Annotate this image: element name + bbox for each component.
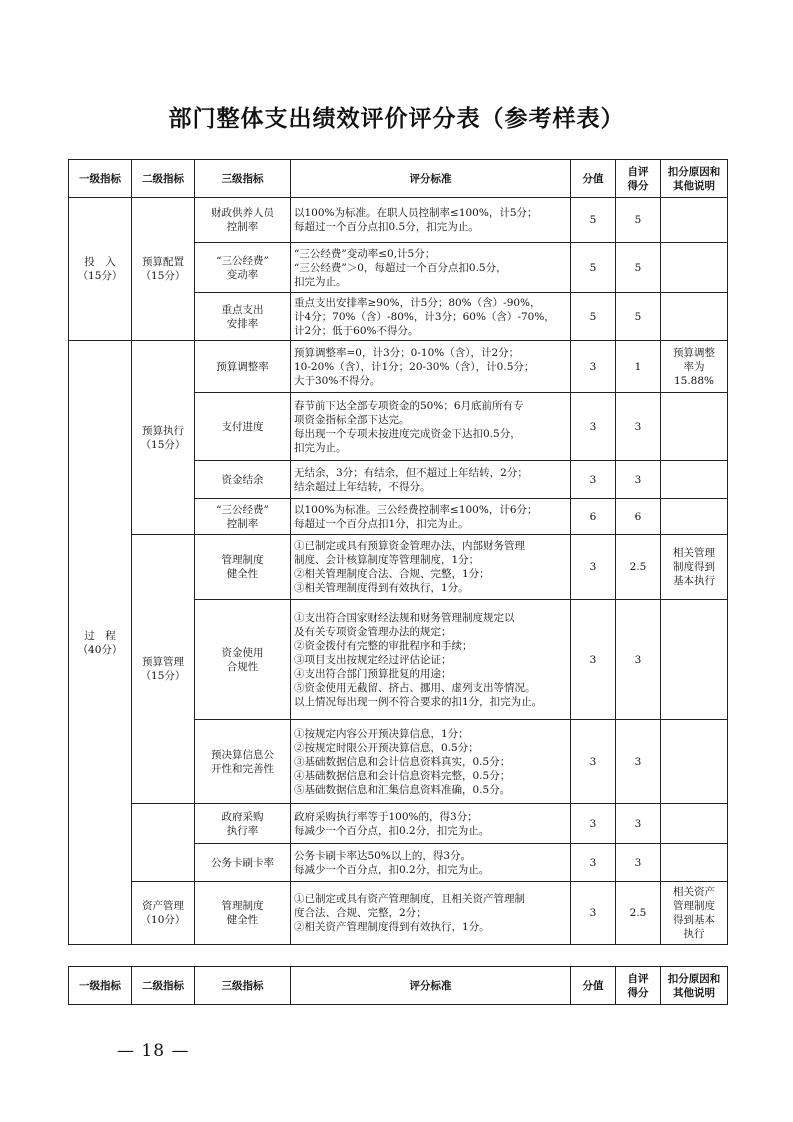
- text-line: （40分）: [77, 643, 123, 656]
- text-line: 扣完为止。: [294, 275, 347, 288]
- header-criteria: 评分标准: [291, 160, 571, 198]
- self-score: 3: [616, 600, 661, 720]
- table-header-row: [69, 160, 728, 198]
- scoring-criteria: [291, 341, 571, 393]
- scoring-criteria: [291, 243, 571, 293]
- text-line: ④支出符合部门预算批复的用途；: [294, 667, 452, 680]
- text-line: 资金结余: [221, 473, 264, 486]
- text-line: 相关资产: [673, 886, 715, 898]
- text-line: 预算调整率: [216, 360, 269, 373]
- text-line: （10分）: [140, 914, 186, 926]
- header-criteria: 评分标准: [291, 967, 571, 1005]
- text-line: ②按规定时限公开预决算信息，0.5分；: [294, 741, 479, 754]
- text-line: 资产管理: [142, 900, 184, 912]
- header-level2: 二级指标: [132, 160, 195, 198]
- score-value: 6: [571, 499, 616, 535]
- reason-note: [661, 341, 728, 393]
- header-level2: 二级指标: [132, 967, 195, 1005]
- self-score: 1: [616, 341, 661, 393]
- table-row: [69, 535, 728, 600]
- indicator-name: [195, 535, 291, 600]
- text-line: 公务卡刷卡率: [211, 856, 274, 869]
- text-line: ①支出符合国家财经法规和财务管理制度规定以: [294, 611, 515, 624]
- text-line: 以100%为标准。在职人员控制率≤100%，计5分；: [294, 207, 538, 219]
- blank-group-cell: [132, 844, 195, 882]
- indicator-name: [195, 198, 291, 243]
- text-line: 预算配置: [142, 256, 184, 268]
- text-line: ①已制定或具有预算资金管理办法，内部财务管理: [294, 540, 525, 552]
- header-reason: [661, 160, 728, 198]
- scoring-criteria: [291, 293, 571, 341]
- text-line: 重点支出安排率≥90%，计5分；80%（含）-90%，: [294, 296, 541, 309]
- text-line: 管理制度: [221, 900, 264, 912]
- text-line: 变动率: [226, 268, 259, 281]
- page-title: 部门整体支出绩效评价评分表（参考样表）: [168, 106, 625, 132]
- text-line: 得分: [627, 179, 649, 192]
- table-row: [69, 198, 728, 243]
- score-value: 3: [571, 882, 616, 945]
- text-line: （15分）: [140, 438, 186, 451]
- header-score: 分值: [571, 160, 616, 198]
- self-score: 5: [616, 198, 661, 243]
- self-score: 3: [616, 720, 661, 804]
- text-line: 预算调整率=0，计3分；0-10%（含），计2分；: [294, 346, 520, 359]
- reason-note: [661, 198, 728, 243]
- text-line: 10-20%（含），计1分；20-30%（含），计0.5分；: [294, 360, 535, 373]
- text-line: 每减少一个百分点，扣0.2分，扣完为止。: [294, 863, 490, 876]
- indicator-name: [195, 882, 291, 945]
- text-line: 结余超过上年结转，不得分。: [294, 480, 431, 493]
- self-score: 3: [616, 804, 661, 844]
- text-line: 安排率: [226, 317, 259, 330]
- text-line: “三公经费”变动率≤0,计5分；: [294, 247, 436, 260]
- self-score: 3: [616, 393, 661, 461]
- reason-note: [661, 293, 728, 341]
- text-line: ①已制定或具有资产管理制度，且相关资产管理制: [294, 893, 525, 905]
- text-line: 其他说明: [673, 179, 715, 192]
- group-budget-config: [132, 198, 195, 341]
- reason-note: [661, 720, 728, 804]
- self-score: 3: [616, 461, 661, 499]
- text-line: 其他说明: [673, 986, 715, 999]
- table-row: [69, 844, 728, 882]
- text-line: ⑤基础数据信息和汇集信息资料准确，0.5分。: [294, 783, 511, 796]
- self-score: 5: [616, 293, 661, 341]
- text-line: 控制率: [226, 517, 259, 530]
- section-input: [69, 198, 132, 341]
- text-line: 每超过一个百分点扣0.5分，扣完为止。: [294, 221, 479, 233]
- text-line: 春节前下达全部专项资金的50%；6月底前所有专: [294, 399, 524, 412]
- text-line: “三公经费”: [216, 503, 269, 516]
- text-line: 资金使用: [221, 646, 264, 659]
- table-row: [69, 882, 728, 945]
- scoring-criteria: [291, 804, 571, 844]
- text-line: 扣完为止。: [294, 441, 347, 454]
- text-line: 扣分原因和: [667, 972, 721, 985]
- text-line: “三公经费”＞0，每超过一个百分点扣0.5分，: [294, 261, 507, 274]
- indicator-name: [195, 499, 291, 535]
- text-line: 自评: [627, 165, 649, 178]
- text-line: ③基础数据信息和会计信息资料真实，0.5分；: [294, 755, 511, 768]
- score-value: 3: [571, 535, 616, 600]
- header-level1: 一级指标: [69, 967, 132, 1005]
- text-line: ③相关管理制度得到有效执行，1分。: [294, 582, 469, 594]
- header-level1: 一级指标: [69, 160, 132, 198]
- text-line: 及有关专项资金管理办法的规定；: [294, 625, 452, 638]
- self-score: 2.5: [616, 535, 661, 600]
- reason-note: [661, 461, 728, 499]
- header-score: 分值: [571, 967, 616, 1005]
- scoring-criteria: [291, 461, 571, 499]
- score-value: 3: [571, 720, 616, 804]
- text-line: ②相关资产管理制度得到有效执行，1分。: [294, 921, 490, 933]
- text-line: （15分）: [140, 670, 186, 682]
- score-value: 3: [571, 461, 616, 499]
- text-line: 基本执行: [673, 575, 715, 587]
- text-line: 开性和完善性: [211, 762, 274, 775]
- text-line: 政府采购执行率等于100%的，得3分；: [294, 810, 478, 823]
- text-line: 重点支出: [221, 303, 264, 316]
- text-line: “三公经费”: [216, 254, 269, 267]
- text-line: 管理制度: [221, 554, 264, 566]
- text-line: （15分）: [140, 270, 186, 282]
- header-reason: [661, 967, 728, 1005]
- blank-group-cell: [132, 804, 195, 844]
- text-line: 健全性: [226, 914, 259, 926]
- indicator-name: [195, 393, 291, 461]
- indicator-name: [195, 804, 291, 844]
- text-line: ⑤资金使用无截留、挤占、挪用、虚列支出等情况。: [294, 681, 536, 694]
- self-score: 5: [616, 243, 661, 293]
- text-line: 预算调整: [673, 346, 715, 359]
- text-line: 每超过一个百分点扣1分，扣完为止。: [294, 517, 469, 530]
- score-value: 3: [571, 341, 616, 393]
- indicator-name: [195, 600, 291, 720]
- reason-note: [661, 243, 728, 293]
- text-line: 相关管理: [673, 547, 715, 559]
- text-line: 无结余，3分；有结余，但不超过上年结转，2分；: [294, 466, 528, 479]
- text-line: 计2分；低于60%不得分。: [294, 324, 419, 337]
- scoring-criteria: [291, 393, 571, 461]
- text-line: 控制率: [226, 221, 259, 233]
- text-line: 以100%为标准。三公经费控制率≤100%，计6分；: [294, 503, 538, 516]
- text-line: （15分）: [77, 270, 123, 282]
- text-line: 财政供养人员: [211, 207, 274, 219]
- scoring-criteria: [291, 535, 571, 600]
- reason-note: [661, 499, 728, 535]
- self-score: 6: [616, 499, 661, 535]
- text-line: 管理制度: [673, 900, 715, 912]
- text-line: ②资金拨付有完整的审批程序和手续；: [294, 639, 473, 652]
- scoring-criteria: [291, 600, 571, 720]
- text-line: 以上情况每出现一例不符合要求的扣1分，扣完为止。: [294, 695, 543, 708]
- score-value: 5: [571, 198, 616, 243]
- text-line: 每出现一个专项未按进度完成资金下达扣0.5分，: [294, 427, 521, 440]
- text-line: 自评: [627, 972, 649, 985]
- text-line: ①按规定内容公开预决算信息，1分；: [294, 727, 469, 740]
- header-level3: 三级指标: [195, 967, 291, 1005]
- score-table: [68, 159, 728, 945]
- reason-note: [661, 844, 728, 882]
- score-value: 3: [571, 393, 616, 461]
- table-header-row: [69, 967, 728, 1005]
- text-line: 支付进度: [221, 420, 264, 433]
- reason-note: [661, 882, 728, 945]
- score-value: 5: [571, 243, 616, 293]
- table-row: [69, 804, 728, 844]
- section-process: [69, 341, 132, 945]
- scoring-criteria: [291, 720, 571, 804]
- text-line: 15.88%: [673, 374, 715, 387]
- text-line: 预算管理: [142, 656, 184, 668]
- header-self-score: [616, 160, 661, 198]
- indicator-name: [195, 243, 291, 293]
- score-value: 3: [571, 804, 616, 844]
- table-row: [69, 341, 728, 393]
- reason-note: [661, 600, 728, 720]
- text-line: 项资金指标全部下达完。: [294, 413, 410, 426]
- indicator-name: [195, 844, 291, 882]
- reason-note: [661, 804, 728, 844]
- text-line: 得到基本: [673, 914, 715, 926]
- text-line: ③项目支出按规定经过评估论证；: [294, 653, 452, 666]
- text-line: 计4分；70%（含）-80%，计3分；60%（含）-70%，: [294, 310, 555, 323]
- reason-note: [661, 393, 728, 461]
- text-line: 制度得到: [673, 561, 715, 573]
- text-line: 健全性: [226, 568, 259, 580]
- text-line: 每减少一个百分点，扣0.2分，扣完为止。: [294, 824, 490, 837]
- header-level3: 三级指标: [195, 160, 291, 198]
- page-number: — 18 —: [117, 1041, 190, 1061]
- text-line: 预决算信息公: [211, 748, 274, 761]
- scoring-criteria: [291, 844, 571, 882]
- text-line: 政府采购: [221, 810, 264, 823]
- score-value: 5: [571, 293, 616, 341]
- text-line: 执行: [683, 928, 705, 940]
- group-budget-exec: [132, 341, 195, 535]
- self-score: 3: [616, 844, 661, 882]
- text-line: 大于30%不得分。: [294, 374, 381, 387]
- scoring-criteria: [291, 499, 571, 535]
- text-line: 度合法、合规、完整，2分；: [294, 907, 427, 919]
- text-line: 扣分原因和: [667, 165, 721, 178]
- text-line: ②相关管理制度合法、合规、完整，1分；: [294, 568, 490, 580]
- indicator-name: [195, 293, 291, 341]
- group-asset-mgmt: [132, 882, 195, 945]
- indicator-name: [195, 461, 291, 499]
- header-self-score: [616, 967, 661, 1005]
- text-line: 得分: [627, 986, 649, 999]
- text-line: 过 程: [84, 629, 116, 642]
- text-line: 率为: [683, 360, 705, 373]
- text-line: 执行率: [226, 824, 259, 837]
- score-value: 3: [571, 844, 616, 882]
- text-line: ④基础数据信息和会计信息资料完整，0.5分；: [294, 769, 511, 782]
- repeated-header-table: [68, 966, 728, 1005]
- score-value: 3: [571, 600, 616, 720]
- text-line: 合规性: [226, 660, 259, 673]
- self-score: 2.5: [616, 882, 661, 945]
- scoring-criteria: [291, 198, 571, 243]
- text-line: 制度、会计核算制度等管理制度，1分；: [294, 554, 480, 566]
- scoring-criteria: [291, 882, 571, 945]
- reason-note: [661, 535, 728, 600]
- text-line: 投 入: [84, 256, 116, 268]
- indicator-name: [195, 720, 291, 804]
- group-budget-mgmt: [132, 535, 195, 804]
- indicator-name: [195, 341, 291, 393]
- text-line: 公务卡刷卡率达50%以上的，得3分。: [294, 849, 472, 862]
- text-line: 预算执行: [142, 424, 184, 437]
